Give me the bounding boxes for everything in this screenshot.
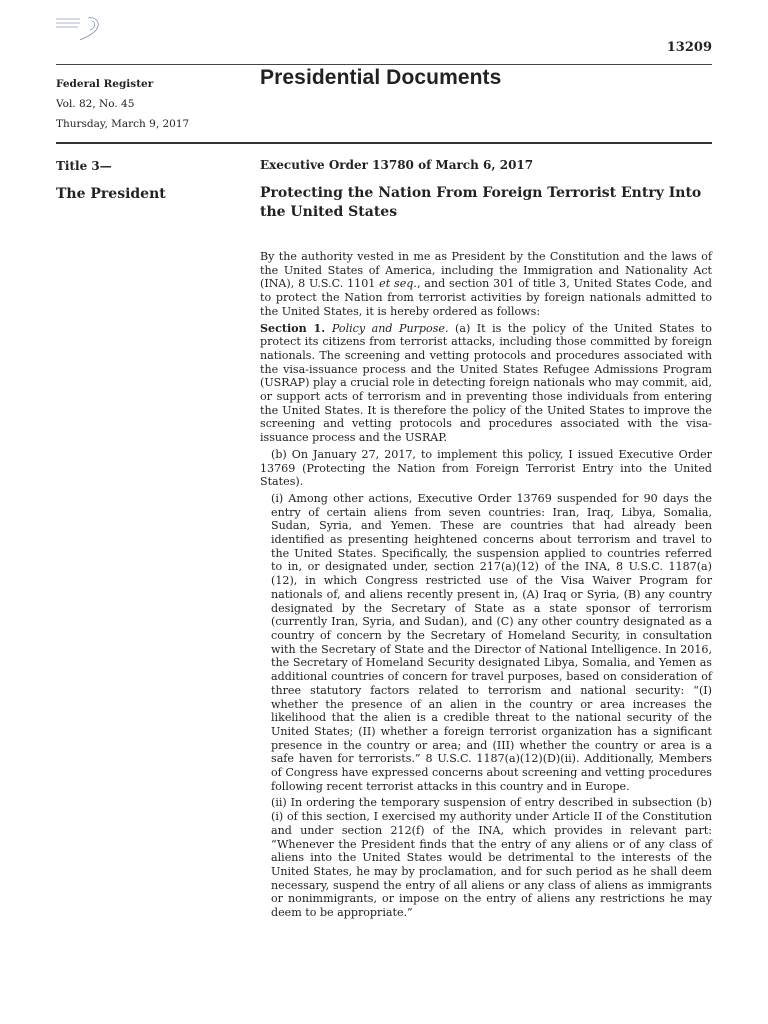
publication-meta [56,74,189,134]
title-subtitle: The President [56,186,166,202]
publication-date: Thursday, March 9, 2017 [56,118,190,130]
section-1-paragraph-a: Section 1. Policy and Purpose. (a) It is the policy of the United States to protect its citizens from terrorist attacks, including those committed by foreign nationals. The screening and vetting protocols and procedures associated with the visa-issuance process and the United States Refugee Admissions Program (USRAP) play a crucial role in detecting foreign nationals who may commit, aid, or support acts of terrorism and in preventing those individuals from entering the United States. It is therefore the policy of the United States to improve the screening and vetting protocols and procedures associated with the visa-issuance process and the USRAP. [260,321,712,445]
section-1-paragraph-b: (b) On January 27, 2017, to implement this policy, I issued Executive Order 13769 (Protecting the Nation from Foreign Terrorist Entry into the United States). [260,447,712,489]
section-title: Presidential Documents [260,66,502,89]
header-rule [56,64,712,65]
section-rule [56,142,712,144]
section-1-paragraph-b-ii: (ii) In ordering the temporary suspension of entry described in subsection (b)(i) of this section, I exercised my authority under Article II of the Constitution and under section 212(f) of the INA, which provides in relevant part: “Whenever the President finds that the entry of any aliens or of any class of aliens into the United States would be detrimental to the interests of the United States, he may by proclamation, and for such period as he shall deem necessary, suspend the entry of all aliens or any class of aliens as immigrants or nonimmigrants, or impose on the entry of aliens any restrictions he may deem to be appropriate.” [271,796,712,920]
intro-paragraph: By the authority vested in me as President by the Constitution and the laws of the United States of America, including the Immigration and Nationality Act (INA), 8 U.S.C. 1101 et seq., and section 301 of title 3, United States Code, and to protect the Nation from terrorist activities by foreign nationals admitted to the United States, it is hereby ordered as follows: [260,250,712,318]
section-label: Section 1 [260,321,322,335]
volume-number: Vol. 82, No. 45 [56,98,135,110]
section-1-paragraph-b-i: (i) Among other actions, Executive Order 13769 suspended for 90 days the entry of certain aliens from seven countries: Iran, Iraq, Libya, Somalia, Sudan, Syria, and Yemen. These are countries that had already been identified as presenting heightened concerns about terrorism and travel to the United States. Specifically, the suspension applied to countries referred to in, or designated under, section 217(a)(12) of the INA, 8 U.S.C. 1187(a)(12), in which Congress restricted use of the Visa Waiver Program for nationals of, and aliens recently present in, (A) Iraq or Syria, (B) any country designated by the Secretary of State as a state sponsor of terrorism (currently Iran, Syria, and Sudan), and (C) any other country designated as a country of concern by the Secretary of Homeland Security, in consultation with the Secretary of State and the Director of National Intelligence. In 2016, the Secretary of Homeland Security designated Libya, Somalia, and Yemen as additional countries of concern for travel purposes, based on consideration of three statutory factors related to terrorism and national security: “(I) whether the presence of an alien in the country or area increases the likelihood that the alien is a credible threat to the national security of the United States; (II) whether a foreign terrorist organization has a significant presence in the country or area; and (III) whether the country or area is a safe haven for terrorists.” 8 U.S.C. 1187(a)(12)(D)(ii). Additionally, Members of Congress have expressed concerns about screening and vetting procedures following recent terrorist attacks in this country and in Europe. [271,491,712,793]
order-body [260,250,712,923]
title-label: Title 3— [56,159,112,173]
section-heading: Policy and Purpose. [331,321,449,335]
order-title: Protecting the Nation From Foreign Terrorist Entry Into the United States [260,185,702,220]
publication-name: Federal Register [56,78,154,90]
page-number: 13209 [666,40,712,55]
order-heading: Executive Order 13780 of March 6, 2017 [260,158,534,172]
gpo-authenticated-logo [54,14,104,44]
